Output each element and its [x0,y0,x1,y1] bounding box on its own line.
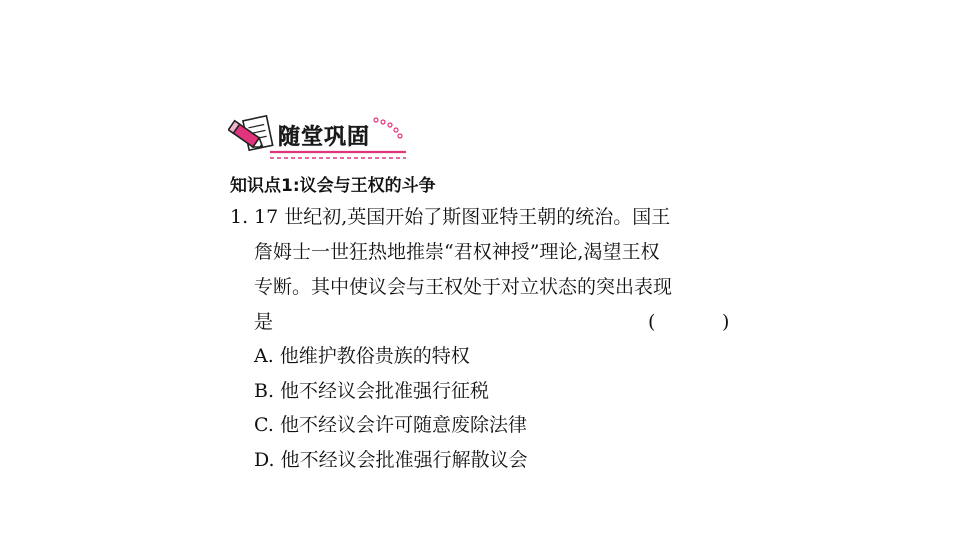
knowledge-point-title: 知识点1:议会与王权的斗争 [230,176,436,196]
answer-bracket-open: ( [648,311,656,333]
option-b[interactable]: B. 他不经议会批准强行征税 [254,380,490,402]
question-number: 1. [230,206,249,228]
question-line: 17 世纪初,英国开始了斯图亚特王朝的统治。国王 [254,206,671,228]
question-line: 是 [254,311,274,333]
option-d[interactable]: D. 他不经议会批准强行解散议会 [254,449,528,471]
banner-underline [228,148,418,162]
option-a[interactable]: A. 他维护教俗贵族的特权 [254,345,470,367]
question-line: 专断。其中使议会与王权处于对立状态的突出表现 [254,276,673,298]
question-line: 詹姆士一世狂热地推崇“君权神授”理论,渴望王权 [254,241,660,263]
decorative-dots [368,116,418,146]
banner-title: 随堂巩固 [278,125,371,150]
option-c[interactable]: C. 他不经议会许可随意废除法律 [254,414,527,436]
answer-bracket-close: ) [722,311,730,333]
section-banner [228,112,418,162]
